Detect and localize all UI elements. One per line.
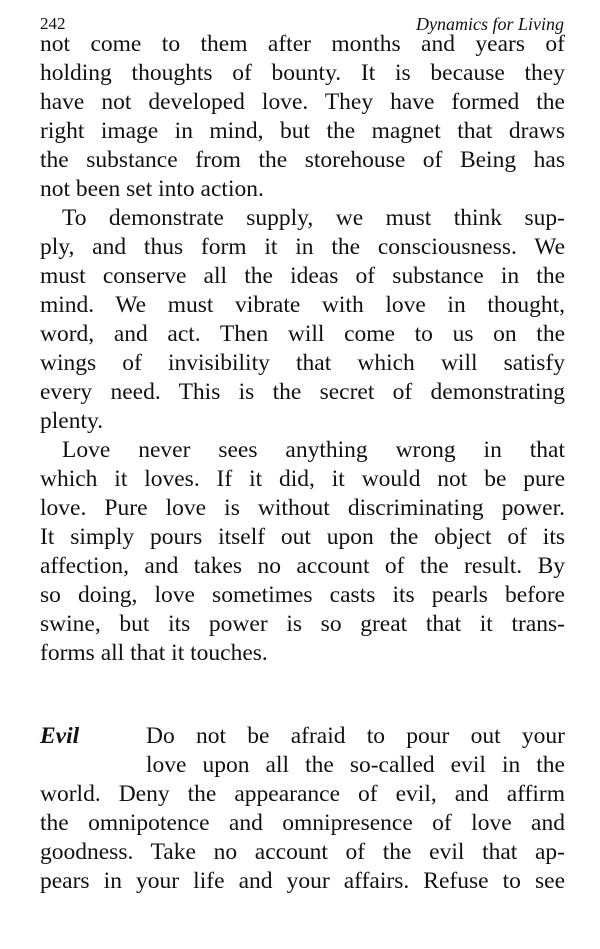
- text-line: which it loves. If it did, it would not be pure: [40, 466, 565, 492]
- text-line: so doing, love sometimes casts its pearls before: [40, 582, 565, 608]
- text-line: must conserve all the ideas of substance in the: [40, 263, 565, 289]
- paragraph-1: [40, 30, 565, 204]
- text-line: not come to them after months and years of: [40, 31, 565, 57]
- text-line: right image in mind, but the magnet that draws: [40, 118, 565, 144]
- text-line: world. Deny the appearance of evil, and affirm: [40, 781, 565, 807]
- text-line: plenty.: [40, 408, 104, 434]
- marginal-heading: Evil: [40, 723, 80, 749]
- text-line: ply, and thus form it in the consciousness. We: [40, 234, 565, 260]
- paragraph-2: [40, 204, 565, 436]
- text-line: Do not be afraid to pour out your: [146, 723, 565, 749]
- page-number: 242: [40, 14, 66, 33]
- text-line: To demonstrate supply, we must think sup-: [62, 205, 565, 231]
- text-line: wings of invisibility that which will satisfy: [40, 350, 565, 376]
- text-line: It simply pours itself out upon the object of its: [40, 524, 565, 550]
- text-line: every need. This is the secret of demonstrating: [40, 379, 565, 405]
- text-line: not been set into action.: [40, 176, 264, 202]
- text-line: swine, but its power is so great that it trans-: [40, 611, 565, 637]
- text-line: the omnipotence and omnipresence of love and: [40, 810, 565, 836]
- text-line: have not developed love. They have formed the: [40, 89, 565, 115]
- text-line: mind. We must vibrate with love in thought,: [40, 292, 565, 318]
- text-line: word, and act. Then will come to us on the: [40, 321, 565, 347]
- text-line: Love never sees anything wrong in that: [62, 437, 565, 463]
- section-evil: [40, 722, 565, 896]
- text-line: the substance from the storehouse of Being has: [40, 147, 565, 173]
- paragraph-3: [40, 436, 565, 668]
- text-line: goodness. Take no account of the evil that ap-: [40, 839, 565, 865]
- text-line: pears in your life and your affairs. Refuse to see: [40, 868, 565, 894]
- text-line: love upon all the so-called evil in the: [146, 752, 565, 778]
- text-line: affection, and takes no account of the result. By: [40, 553, 565, 579]
- running-title: Dynamics for Living: [416, 14, 564, 34]
- text-line: love. Pure love is without discriminating power.: [40, 495, 565, 521]
- text-line: holding thoughts of bounty. It is because they: [40, 60, 565, 86]
- text-line: forms all that it touches.: [40, 640, 268, 666]
